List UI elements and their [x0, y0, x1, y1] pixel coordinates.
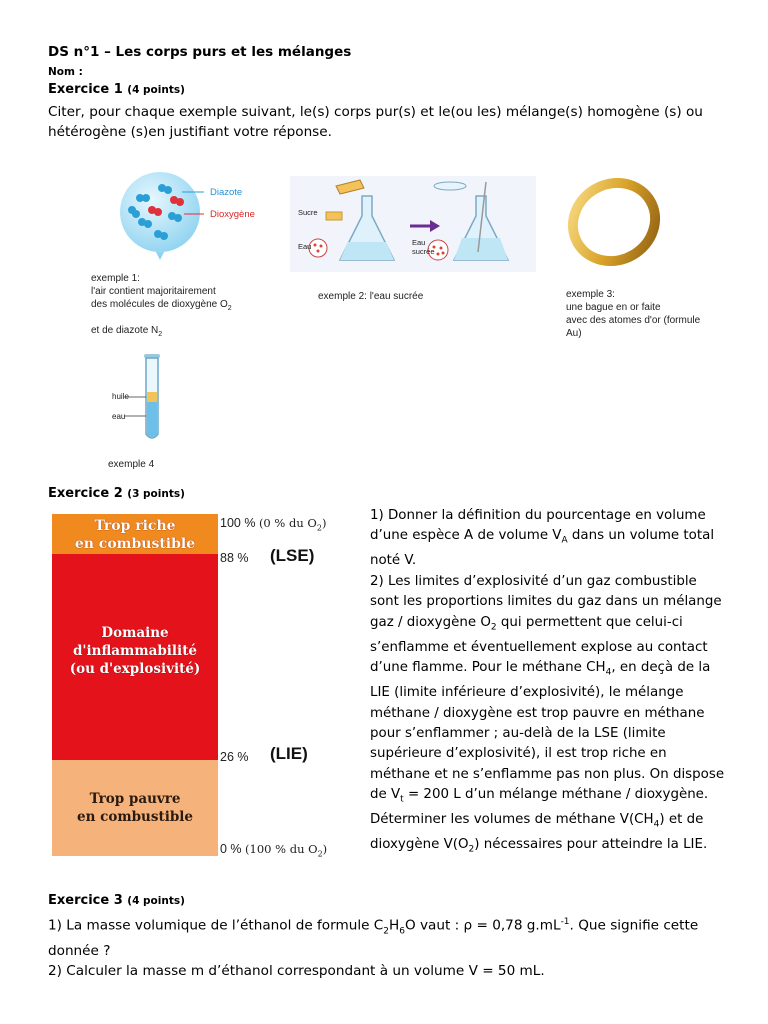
label-100-o2-sub: 2	[316, 523, 322, 533]
label-eau-sucree-1: Eau	[412, 238, 426, 247]
q2-part-f: ) nécessaires pour atteindre la LIE.	[474, 837, 708, 853]
ex3-q1-sup: -1	[560, 917, 570, 927]
sugar-water-illustration	[290, 176, 536, 272]
caption-1-line-4	[91, 324, 162, 341]
q2-part-a: 2) Les limites d’explosivité d’un gaz combustible sont les proportions limites du gaz dans un mélange gaz / dioxygène O	[370, 573, 722, 630]
q2-part-c: , en deçà de la LIE (limite inférieure d’explosivité), le mélange méthane / dioxygène est trop pauvre en méthane pour s’enflammer ; au-delà de la LSE (limite supérieure d’explosivité), il est trop riche en méthane et ne s’enflamme pas non plus. On dispose de V	[370, 660, 725, 803]
label-100-o2	[258, 516, 327, 533]
tag-lse: (LSE)	[270, 546, 315, 565]
caption-3-line-4: Au)	[566, 328, 582, 339]
label-26-percent: 26 %	[220, 750, 249, 764]
figure-2-caption: exemple 2: l'eau sucrée	[318, 291, 424, 302]
exercise-2-points: (3 points)	[127, 488, 185, 500]
zone-mid-line-1: Domaine	[101, 625, 169, 641]
caption-1-line-1: exemple 1:	[91, 273, 140, 284]
label-eau-sucree	[412, 238, 435, 256]
caption-1-line-3-sub: 2	[227, 305, 232, 312]
zone-top-line-1: Trop riche	[94, 518, 176, 534]
zone-trop-riche	[52, 514, 218, 554]
q2-part-d-sub: 4	[653, 820, 660, 831]
q1-text: 1) Donner la définition du pourcentage en volume d’une espèce A de volume V	[370, 508, 706, 544]
label-0-o2-sub: 2	[317, 849, 323, 859]
zone-mid-line-3: (ou d'explosivité)	[69, 661, 201, 677]
label-eau: Eau	[298, 242, 312, 251]
exercise-3-text	[48, 912, 738, 981]
zone-trop-riche-text	[52, 514, 218, 553]
figure-3-caption	[566, 288, 746, 340]
ex3-q1-sub1: 2	[383, 926, 390, 937]
exercise-3-question-1-line-2: donnée ?	[48, 943, 111, 960]
q2-part-e: ) et de dioxygène V(O	[370, 812, 704, 853]
label-0-value: 0 %	[220, 842, 242, 856]
name-field-label: Nom :	[48, 66, 83, 78]
ex3-q1-d: . Que signifie cette	[569, 917, 699, 934]
zone-mid-line-2: d'inflammabilité	[72, 643, 198, 659]
caption-3-line-2: une bague en or faite	[566, 302, 661, 313]
zone-trop-pauvre	[52, 760, 218, 856]
legend-dioxygene: Dioxygène	[210, 209, 255, 220]
label-100-o2-close: )	[321, 516, 327, 530]
label-88-percent: 88 %	[220, 551, 249, 565]
q2-part-c-sub: t	[400, 794, 404, 805]
label-100-o2-text: (0 % du O	[258, 516, 317, 530]
figure-1-caption	[91, 272, 291, 315]
caption-1-line-4-sub: 2	[158, 331, 163, 338]
ex3-q1-b: H	[389, 917, 400, 934]
ex3-q1-c: O vaut : ρ = 0,78 g.mL	[404, 917, 561, 934]
exercise-3-question-1	[48, 912, 738, 941]
figure-sugar-water	[290, 176, 536, 272]
label-eau-tube: eau	[112, 412, 126, 421]
exercise-2-question-2	[370, 572, 726, 861]
page-title: DS n°1 – Les corps purs et les mélanges	[48, 44, 352, 60]
q2-part-e-sub: 2	[468, 845, 475, 856]
exercise-3-points: (4 points)	[127, 895, 185, 907]
label-eau-sucree-2: sucrée	[412, 247, 435, 256]
flammability-chart	[52, 514, 362, 860]
q1-sub: A	[561, 536, 568, 547]
figure-4-caption: exemple 4	[108, 459, 155, 470]
zone-top-line-2: en combustible	[74, 536, 196, 552]
label-sucre: Sucre	[298, 208, 318, 217]
label-100-value: 100 %	[220, 516, 256, 530]
q2-part-b: qui permettent que celui-ci s’enflamme et éventuellement explose au contact d’une flamme. Pour le méthane CH	[370, 614, 708, 676]
exercise-1-instruction	[48, 102, 738, 142]
figure-air-balloon	[112, 170, 272, 270]
caption-1-line-2: l'air contient majoritairement	[91, 286, 216, 297]
exercise-1-heading	[48, 82, 185, 97]
zone-trop-pauvre-text	[52, 760, 218, 826]
figure-gold-ring	[566, 178, 662, 268]
zone-domaine-text	[52, 554, 218, 678]
caption-3-line-1: exemple 3:	[566, 289, 615, 300]
exercise-3-heading	[48, 893, 185, 908]
zone-bot-line-2: en combustible	[77, 809, 193, 825]
q2-part-d: = 200 L d’un mélange méthane / dioxygène. Déterminer les volumes de méthane V(CH	[370, 787, 709, 828]
legend-diazote: Diazote	[210, 187, 243, 198]
label-0-o2-close: )	[322, 842, 328, 856]
exercise-1-line-1: Citer, pour chaque exemple suivant, le(s) corps pur(s) et le(ou les) mélange(s) homogène (s) ou	[48, 104, 703, 120]
caption-3-line-3: avec des atomes d'or (formule	[566, 315, 701, 326]
ex3-q1-a: 1) La masse volumique de l’éthanol de formule C	[48, 917, 384, 934]
caption-1-line-3-text: des molécules de dioxygène O	[91, 299, 228, 310]
label-huile: huile	[112, 392, 129, 401]
zone-domaine-inflammabilite	[52, 554, 218, 760]
exercise-3-title: Exercice 3	[48, 893, 123, 908]
exercise-1-title: Exercice 1	[48, 82, 123, 97]
caption-1-line-4-text: et de diazote N	[91, 325, 159, 336]
label-0-o2-text: (100 % du O	[245, 842, 318, 856]
exercise-1-points: (4 points)	[127, 84, 185, 96]
label-0-o2	[245, 842, 328, 859]
q2-part-a-sub: 2	[490, 622, 497, 633]
exercise-2-heading	[48, 486, 185, 501]
zone-bot-line-1: Trop pauvre	[89, 791, 181, 807]
exercise-2-title: Exercice 2	[48, 486, 123, 501]
ex3-q1-sub2: 6	[399, 926, 405, 937]
gold-ring-illustration	[566, 178, 662, 268]
label-0-percent	[220, 842, 327, 858]
q1-end: dans un volume total noté V.	[370, 528, 715, 569]
q2-part-b-sub: 4	[605, 667, 612, 678]
tag-lie: (LIE)	[270, 744, 308, 763]
exercise-1-line-2: hétérogène (s)en justifiant votre réponse.	[48, 124, 332, 140]
exercise-2-question-1	[370, 506, 726, 572]
exercise-3-question-2: 2) Calculer la masse m d’éthanol correspondant à un volume V = 50 mL.	[48, 963, 545, 980]
figure-test-tube	[108, 350, 168, 446]
label-100-percent	[220, 516, 326, 532]
exercise-2-text	[370, 506, 726, 861]
caption-1-line-3	[91, 298, 291, 315]
